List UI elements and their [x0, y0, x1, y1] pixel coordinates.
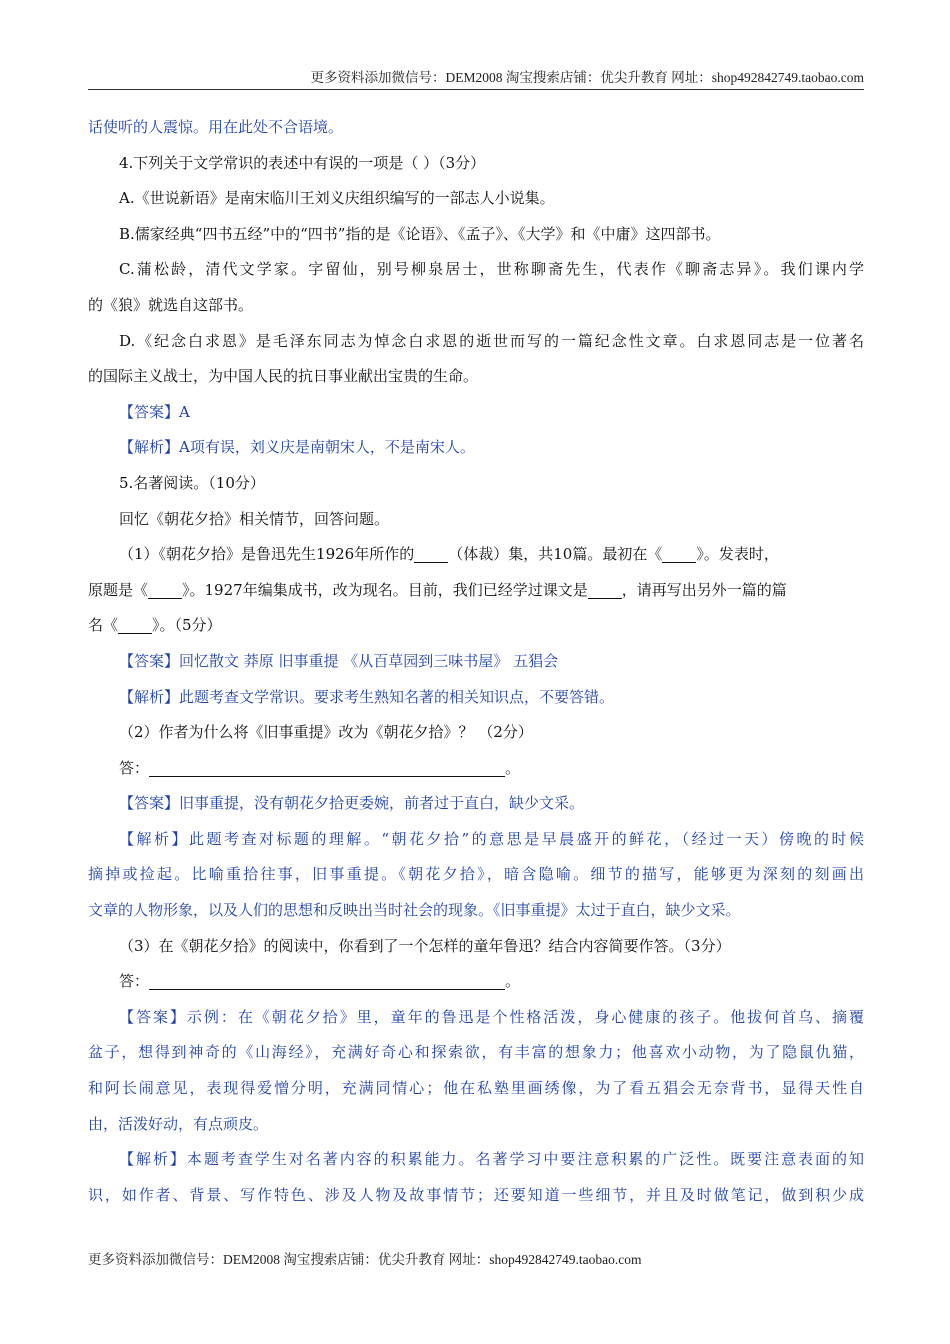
q4-option-b: B.儒家经典“四书五经”中的“四书”指的是《论语》、《孟子》、《大学》和《中庸》这四部书。 — [119, 224, 721, 243]
q5-part3-answer-line2: 盆子，想得到神奇的《山海经》，充满好奇心和探索欲，有丰富的想象力；他喜欢小动物，为了隐鼠仇猫， — [88, 1043, 864, 1062]
q4-answer: 【答案】A — [119, 402, 190, 421]
answer-input-line[interactable] — [149, 971, 505, 990]
q5-part3-question: （3）在《朝花夕拾》的阅读中，你看到了一个怎样的童年鲁迅？结合内容简要作答。（3分） — [119, 936, 731, 955]
page-footer: 更多资料添加微信号：DEM2008 淘宝搜索店铺：优尖升教育 网址：shop492842749.taobao.com — [88, 1252, 642, 1267]
q5-part2-question: （2）作者为什么将《旧事重提》改为《朝花夕拾》？ （2分） — [119, 723, 533, 742]
q4-option-a: A.《世说新语》是南宋临川王刘义庆组织编写的一部志人小说集。 — [119, 189, 555, 208]
q5-part3-analysis-line2: 识，如作者、背景、写作特色、涉及人物及故事情节；还要知道一些细节，并且及时做笔记，做到积少成 — [88, 1185, 864, 1204]
q4-option-d-line1: D.《纪念白求恩》是毛泽东同志为悼念白求恩的逝世而写的一篇纪念性文章。白求恩同志是一位著名 — [119, 331, 864, 350]
q5-part1-text-f: ，请再写出另外一篇的篇 — [621, 580, 787, 599]
q4-option-c-line1: C.蒲松龄，清代文学家。字留仙，别号柳泉居士，世称聊斋先生，代表作《聊斋志异》。我们课内学 — [119, 260, 864, 279]
q5-part1-text-g: 名《 — [88, 616, 119, 635]
q5-part3-answer-line4: 由，活泼好动，有点顽皮。 — [88, 1114, 269, 1133]
fill-blank[interactable] — [662, 544, 696, 563]
q5-part2-analysis-line2: 摘掉或捡起。比喻重拾往事，旧事重提。《朝花夕拾》，暗含隐喻。细节的描写，能够更为深刻的刻画出 — [88, 865, 864, 884]
q5-part1-line1 — [88, 537, 864, 573]
answer-period: 。 — [505, 758, 521, 777]
q5-part2-analysis-line1: 【解析】此题考查对标题的理解。“朝花夕拾”的意思是早晨盛开的鲜花，（经过一天）傍晚的时候 — [119, 829, 864, 848]
q4-option-d-line2: 的国际主义战士，为中国人民的抗日事业献出宝贵的生命。 — [88, 367, 479, 386]
q5-part2-answer-line — [88, 751, 864, 787]
q4-analysis: 【解析】A项有误，刘义庆是南朝宋人，不是南宋人。 — [119, 438, 475, 457]
page-content — [88, 110, 864, 1213]
answer-label: 答： — [119, 758, 150, 777]
q5-part1-line2 — [88, 573, 864, 609]
q5-part1-text-a: （1）《朝花夕拾》是鲁迅先生1926年所作的 — [119, 545, 415, 564]
q4-option-c-line2: 的《狼》就选自这部书。 — [88, 295, 254, 314]
q5-part1-text-c: 》。发表时， — [696, 545, 779, 564]
q5-part1-analysis: 【解析】此题考查文学常识。要求考生熟知名著的相关知识点，不要答错。 — [119, 687, 615, 706]
q5-part1-text-e: 》。1927年编集成书，改为现名。目前，我们已经学过课文是 — [182, 580, 588, 599]
q5-part3-answer-line — [88, 964, 864, 1000]
q5-part1-line3 — [88, 608, 864, 644]
fill-blank[interactable] — [118, 615, 152, 634]
q5-part1-answer: 【答案】回忆散文 莽原 旧事重提 《从百草园到三味书屋》 五猖会 — [119, 651, 559, 670]
fill-blank[interactable] — [414, 544, 448, 563]
prev-analysis-tail: 话使听的人震惊。用在此处不合语境。 — [88, 118, 344, 136]
answer-period: 。 — [505, 972, 521, 991]
fill-blank[interactable] — [148, 580, 182, 599]
page-header: 更多资料添加微信号：DEM2008 淘宝搜索店铺：优尖升教育 网址：shop492842749.taobao.com — [88, 66, 864, 90]
fill-blank[interactable] — [588, 580, 622, 599]
q5-part2-answer: 【答案】旧事重提，没有朝花夕拾更委婉，前者过于直白，缺少文采。 — [119, 794, 585, 813]
q5-part2-analysis-line3: 文章的人物形象，以及人们的思想和反映出当时社会的现象。《旧事重提》太过于直白，缺少文采。 — [88, 901, 741, 920]
q5-title: 5.名著阅读。（10分） — [119, 473, 265, 492]
q5-part3-analysis-line1: 【解析】本题考查学生对名著内容的积累能力。名著学习中要注意积累的广泛性。既要注意表面的知 — [119, 1150, 864, 1169]
q5-part1-text-b: （体裁）集，共10篇。最初在《 — [448, 545, 663, 564]
answer-label: 答： — [119, 972, 150, 991]
q5-intro: 回忆《朝花夕拾》相关情节，回答问题。 — [119, 509, 390, 528]
q5-part1-text-d: 原题是《 — [88, 580, 149, 599]
q5-part3-answer-line1: 【答案】示例：在《朝花夕拾》里，童年的鲁迅是个性格活泼，身心健康的孩子。他拔何首乌、摘覆 — [119, 1007, 864, 1026]
q5-part1-text-h: 》。（5分） — [152, 616, 222, 635]
q4-stem: 4.下列关于文学常识的表述中有误的一项是（ ）（3分） — [119, 153, 486, 172]
q5-part3-answer-line3: 和阿长闹意见，表现得爱憎分明，充满同情心；他在私塾里画绣像，为了看五猖会无奈背书，显得天性自 — [88, 1079, 864, 1098]
answer-input-line[interactable] — [149, 758, 505, 777]
